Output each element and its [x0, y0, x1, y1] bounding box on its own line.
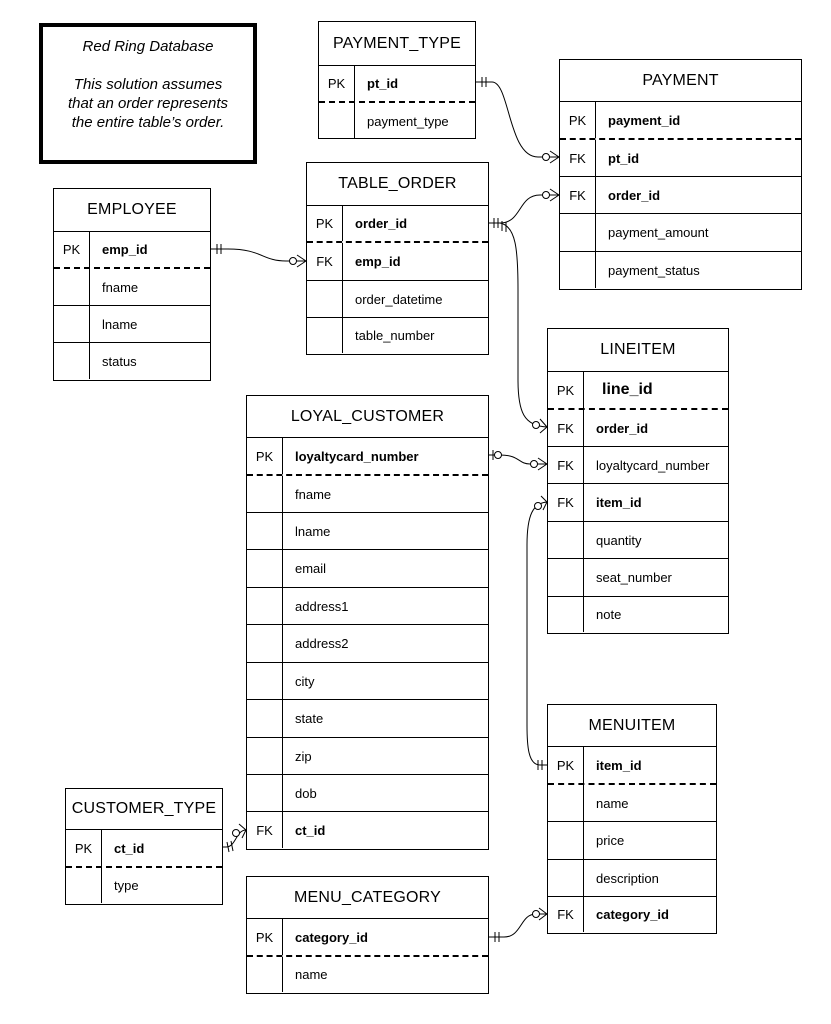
attribute-name: order_id — [608, 187, 661, 203]
attribute-name: address1 — [295, 598, 349, 614]
attribute-row — [247, 550, 488, 588]
attribute-name: payment_amount — [608, 225, 709, 240]
attribute-row — [247, 919, 488, 957]
key-marker — [247, 957, 283, 992]
attribute-name: quantity — [596, 532, 642, 548]
attribute-name: payment_id — [608, 112, 681, 128]
key-marker — [319, 103, 355, 139]
attribute-name: emp_id — [102, 242, 148, 257]
entity-title: MENU_CATEGORY — [247, 877, 488, 919]
attribute-name: item_id — [596, 495, 642, 510]
rel-payment-type-payment — [476, 77, 559, 163]
attribute-row — [548, 860, 716, 897]
attribute-row — [548, 522, 728, 559]
attribute-name: dob — [295, 785, 317, 801]
key-marker — [247, 700, 283, 737]
attribute-row — [247, 812, 488, 848]
attribute-row — [560, 177, 801, 214]
rel-employee-table-order — [211, 244, 306, 267]
key-marker — [54, 306, 90, 342]
attribute-row — [54, 232, 210, 269]
attribute-name: seat_number — [596, 570, 672, 585]
key-marker: PK — [66, 830, 102, 866]
attribute-name: note — [596, 607, 622, 622]
key-marker: FK — [307, 243, 343, 280]
attribute-row — [66, 830, 222, 868]
rel-customer-type-loyal-customer — [223, 824, 246, 852]
attribute-name: description — [596, 870, 659, 886]
attribute-name: email — [295, 561, 327, 576]
attribute-row — [548, 484, 728, 522]
attribute-name: line_id — [602, 381, 653, 398]
attribute-name: lname — [102, 316, 138, 332]
entity-title: PAYMENT — [560, 60, 801, 102]
attribute-row — [548, 447, 728, 484]
key-marker: PK — [307, 206, 343, 241]
key-marker: PK — [247, 919, 283, 955]
key-marker — [548, 785, 584, 821]
attribute-name: loyaltycard_number — [295, 448, 419, 464]
key-marker: FK — [548, 410, 584, 446]
attribute-row — [247, 438, 488, 476]
key-marker: PK — [319, 66, 355, 101]
attribute-row — [548, 372, 728, 410]
attribute-name: address2 — [295, 636, 349, 651]
attribute-row — [247, 700, 488, 738]
key-marker: FK — [247, 812, 283, 848]
entity-title: LINEITEM — [548, 329, 728, 372]
attribute-row — [560, 252, 801, 288]
entity-title: MENUITEM — [548, 705, 716, 747]
rel-table-order-lineitem — [500, 221, 547, 433]
key-marker — [548, 860, 584, 896]
attribute-name: price — [596, 833, 625, 848]
rel-menuitem-lineitem — [527, 496, 547, 770]
attribute-row — [54, 306, 210, 343]
attribute-row — [548, 822, 716, 860]
attribute-row — [247, 588, 488, 625]
rel-menu-category-menuitem — [489, 908, 547, 942]
attribute-name: lname — [295, 523, 331, 539]
entity-customer-type — [65, 788, 223, 905]
attribute-name: payment_status — [608, 262, 700, 278]
attribute-row — [548, 897, 716, 932]
attribute-row — [54, 269, 210, 306]
entity-title: TABLE_ORDER — [307, 163, 488, 206]
entity-menu-category — [246, 876, 489, 994]
attribute-name: status — [102, 353, 137, 369]
attribute-row — [560, 214, 801, 252]
key-marker — [247, 625, 283, 662]
attribute-row — [307, 318, 488, 353]
key-marker: FK — [560, 177, 596, 213]
attribute-row — [560, 102, 801, 140]
note-line: that an order represents — [67, 95, 229, 112]
attribute-name: name — [596, 795, 629, 811]
attribute-row — [247, 513, 488, 550]
key-marker — [548, 822, 584, 859]
entity-lineitem — [547, 328, 729, 634]
attribute-row — [319, 66, 475, 103]
attribute-row — [548, 410, 728, 447]
attribute-name: type — [114, 878, 139, 893]
rel-table-order-payment — [489, 189, 559, 228]
key-marker: PK — [548, 372, 584, 408]
attribute-row — [548, 597, 728, 632]
attribute-name: payment_type — [367, 113, 449, 129]
key-marker — [247, 550, 283, 587]
key-marker: FK — [548, 897, 584, 932]
attribute-name: table_number — [355, 328, 435, 343]
attribute-row — [560, 140, 801, 177]
attribute-row — [548, 747, 716, 785]
entity-table-order — [306, 162, 489, 355]
attribute-name: loyaltycard_number — [596, 457, 710, 473]
attribute-name: ct_id — [114, 840, 145, 856]
attribute-row — [319, 103, 475, 139]
attribute-row — [307, 206, 488, 243]
rel-loyal-customer-lineitem — [489, 450, 547, 470]
entity-payment-type — [318, 21, 476, 139]
attribute-name: fname — [295, 486, 332, 502]
attribute-name: order_id — [596, 420, 649, 436]
attribute-row — [247, 625, 488, 663]
attribute-row — [247, 775, 488, 812]
entity-title: EMPLOYEE — [54, 189, 210, 232]
key-marker: PK — [548, 747, 584, 783]
attribute-name: city — [295, 673, 315, 689]
attribute-row — [247, 957, 488, 992]
key-marker — [548, 597, 584, 632]
attribute-name: order_datetime — [355, 291, 443, 307]
key-marker — [560, 252, 596, 288]
attribute-name: category_id — [295, 929, 368, 945]
attribute-name: emp_id — [355, 254, 401, 269]
attribute-row — [548, 785, 716, 822]
key-marker — [247, 775, 283, 811]
key-marker — [54, 269, 90, 305]
key-marker — [548, 559, 584, 596]
diagram-note — [39, 23, 257, 164]
key-marker: FK — [548, 484, 584, 521]
attribute-name: ct_id — [295, 822, 326, 838]
attribute-name: pt_id — [367, 76, 399, 91]
attribute-name: state — [295, 711, 324, 726]
key-marker — [247, 513, 283, 549]
key-marker: FK — [548, 447, 584, 483]
key-marker — [307, 318, 343, 353]
attribute-name: fname — [102, 279, 139, 295]
key-marker — [54, 343, 90, 379]
entity-title: LOYAL_CUSTOMER — [247, 396, 488, 438]
key-marker — [307, 281, 343, 317]
key-marker: FK — [560, 140, 596, 176]
attribute-name: category_id — [596, 907, 669, 922]
attribute-name: item_id — [596, 757, 642, 773]
attribute-row — [548, 559, 728, 597]
note-title: Red Ring Database — [82, 38, 214, 55]
attribute-row — [307, 281, 488, 318]
entity-menuitem — [547, 704, 717, 934]
entity-title: CUSTOMER_TYPE — [66, 789, 222, 830]
attribute-row — [247, 738, 488, 775]
attribute-row — [247, 476, 488, 513]
key-marker — [548, 522, 584, 558]
attribute-name: name — [295, 967, 328, 982]
attribute-row — [247, 663, 488, 700]
key-marker — [560, 214, 596, 251]
key-marker — [247, 476, 283, 512]
key-marker — [247, 588, 283, 624]
key-marker — [66, 868, 102, 903]
entity-employee — [53, 188, 211, 381]
attribute-row — [66, 868, 222, 903]
entity-loyal-customer — [246, 395, 489, 850]
attribute-row — [54, 343, 210, 379]
attribute-name: order_id — [355, 216, 408, 231]
attribute-name: pt_id — [608, 150, 640, 166]
key-marker — [247, 663, 283, 699]
key-marker: PK — [247, 438, 283, 474]
entity-title: PAYMENT_TYPE — [319, 22, 475, 66]
note-line: the entire table’s order. — [71, 114, 225, 131]
attribute-name: zip — [295, 748, 312, 764]
attribute-row — [307, 243, 488, 281]
key-marker — [247, 738, 283, 774]
note-line: This solution assumes — [73, 76, 223, 93]
key-marker: PK — [54, 232, 90, 267]
entity-payment — [559, 59, 802, 290]
key-marker: PK — [560, 102, 596, 138]
